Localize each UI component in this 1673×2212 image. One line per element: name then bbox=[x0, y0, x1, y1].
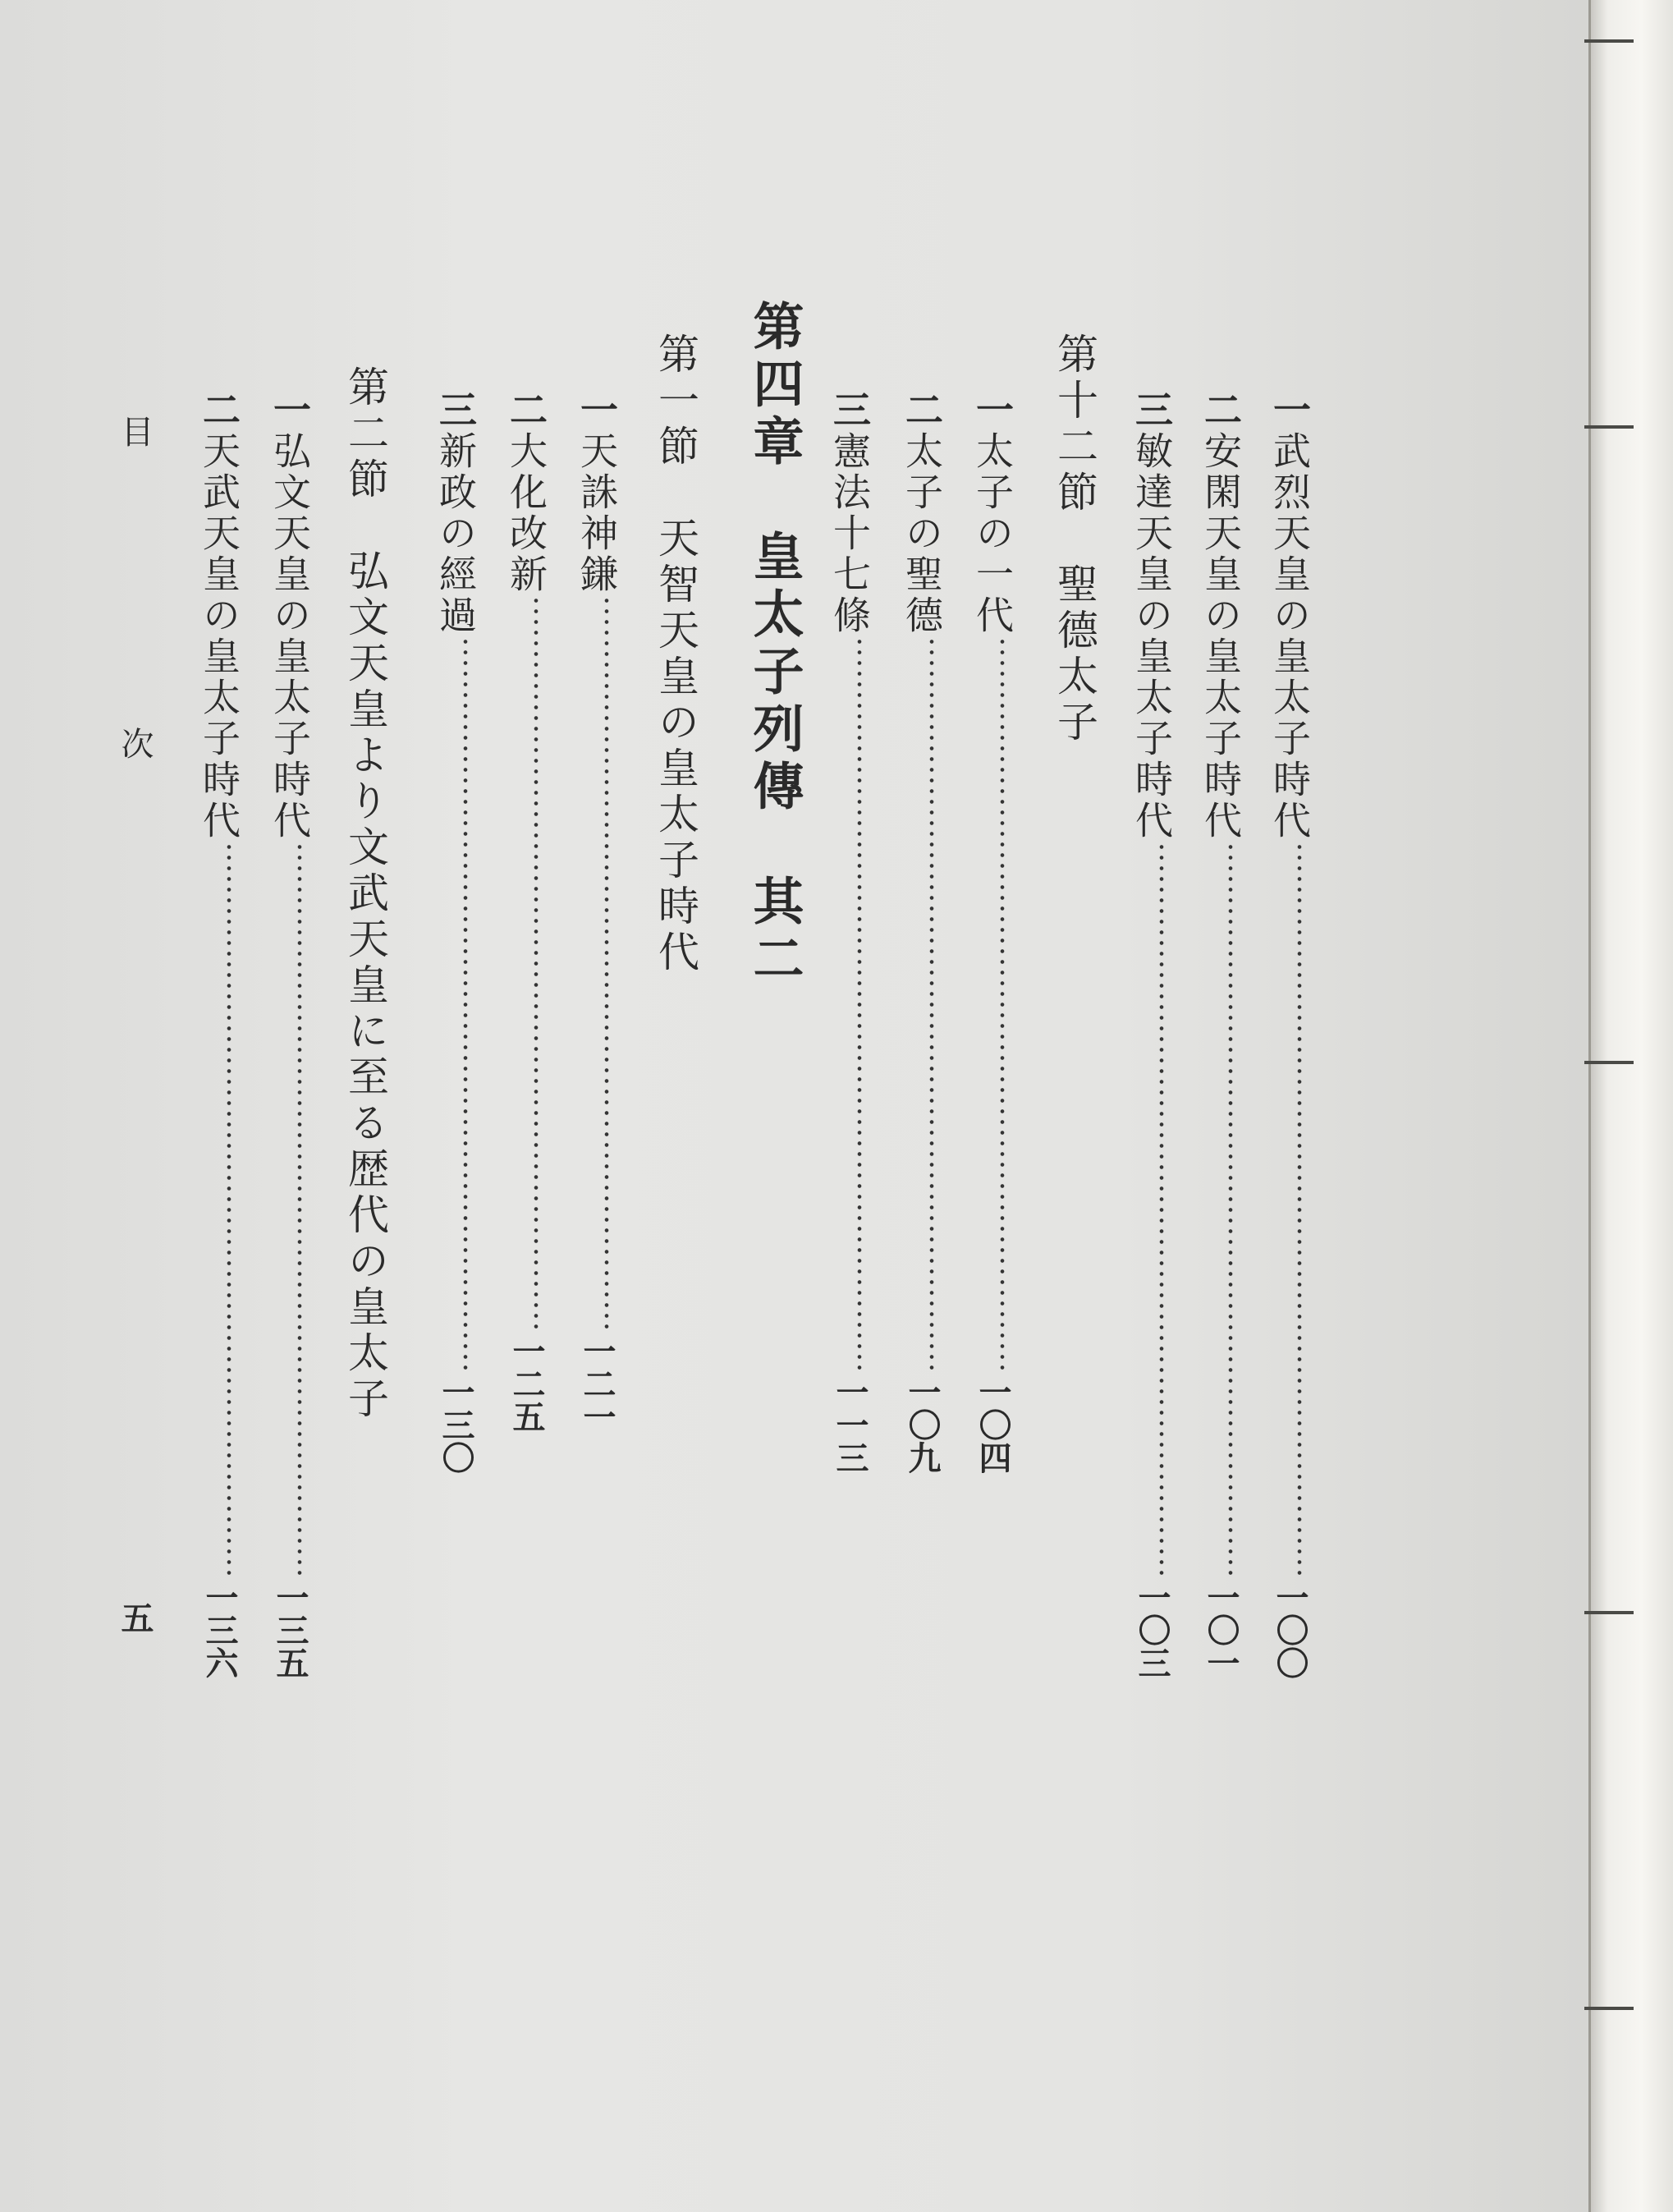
entry-title: 太子の一代 bbox=[970, 431, 1015, 636]
section-heading bbox=[341, 365, 389, 1423]
entry-title: 安閑天皇の皇太子時代 bbox=[1199, 431, 1243, 842]
toc-entry bbox=[268, 390, 312, 1938]
leader-dots bbox=[602, 595, 612, 1334]
toc-entry bbox=[504, 390, 548, 1938]
leader-dots bbox=[855, 636, 864, 1375]
leader-dots bbox=[1295, 842, 1304, 1581]
entry-number: 三 bbox=[827, 390, 872, 431]
leader-dots bbox=[927, 636, 937, 1375]
chapter-heading bbox=[745, 300, 804, 989]
toc-entry bbox=[1130, 390, 1174, 1938]
entry-title: 武烈天皇の皇太子時代 bbox=[1267, 431, 1312, 842]
entry-number: 一 bbox=[268, 390, 312, 431]
entry-page: 一〇〇 bbox=[1271, 1581, 1309, 1679]
entry-page: 一一三 bbox=[831, 1375, 869, 1474]
leader-dots bbox=[531, 595, 541, 1334]
binding-stitch bbox=[1584, 1611, 1634, 1614]
leader-dots bbox=[1157, 842, 1167, 1581]
toc-entry bbox=[900, 390, 944, 1938]
leader-dots bbox=[224, 842, 234, 1581]
section-title: 弘文天皇より文武天皇に至る歴代の皇太子 bbox=[341, 549, 389, 1423]
entry-number: 三 bbox=[433, 390, 478, 431]
entry-page: 一〇三 bbox=[1133, 1581, 1171, 1679]
leader-dots bbox=[295, 842, 305, 1581]
leader-dots bbox=[1226, 842, 1235, 1581]
entry-title: 新政の經過 bbox=[433, 431, 478, 636]
entry-page: 一三〇 bbox=[437, 1375, 475, 1474]
toc-entry bbox=[1199, 390, 1243, 1938]
section-title: 聖德太子 bbox=[1051, 562, 1098, 746]
section-number: 第一節 bbox=[652, 333, 699, 470]
binding-stitch bbox=[1584, 39, 1634, 43]
entry-page: 一二五 bbox=[507, 1334, 546, 1433]
section-number: 第二節 bbox=[341, 365, 389, 503]
leader-dots bbox=[997, 636, 1007, 1375]
toc-entry bbox=[433, 390, 478, 1938]
entry-title: 太子の聖德 bbox=[900, 431, 944, 636]
entry-number: 二 bbox=[504, 390, 548, 431]
entry-number: 一 bbox=[575, 390, 619, 431]
entry-page: 一三六 bbox=[200, 1581, 239, 1679]
section-heading bbox=[652, 333, 699, 976]
toc-entry bbox=[197, 390, 241, 1938]
entry-title: 大化改新 bbox=[504, 431, 548, 595]
page-binding bbox=[1588, 0, 1673, 2212]
entry-page: 一三五 bbox=[271, 1581, 309, 1679]
entry-number: 二 bbox=[1199, 390, 1243, 431]
entry-title: 弘文天皇の皇太子時代 bbox=[268, 431, 312, 842]
toc-entry bbox=[1267, 390, 1312, 1938]
binding-stitch bbox=[1584, 425, 1634, 429]
entry-title: 憲法十七條 bbox=[827, 431, 872, 636]
entry-number: 三 bbox=[1130, 390, 1174, 431]
section-title: 天智天皇の皇太子時代 bbox=[652, 516, 699, 976]
leader-dots bbox=[461, 636, 470, 1375]
binding-stitch bbox=[1584, 2007, 1634, 2010]
page-number: 五 bbox=[116, 1601, 154, 1634]
entry-number: 二 bbox=[197, 390, 241, 431]
toc-entry bbox=[575, 390, 619, 1938]
chapter-title: 皇太子列傳 其二 bbox=[745, 530, 804, 989]
entry-page: 一〇九 bbox=[903, 1375, 942, 1474]
entry-page: 一〇四 bbox=[974, 1375, 1012, 1474]
entry-number: 一 bbox=[970, 390, 1015, 431]
section-number: 第十二節 bbox=[1051, 333, 1098, 516]
entry-title: 敏達天皇の皇太子時代 bbox=[1130, 431, 1174, 842]
entry-number: 一 bbox=[1267, 390, 1312, 431]
running-header: 目 次 bbox=[116, 415, 154, 883]
toc-entry bbox=[970, 390, 1015, 1938]
chapter-number: 第四章 bbox=[745, 300, 804, 472]
entry-page: 一二一 bbox=[578, 1334, 616, 1433]
toc-entry bbox=[827, 390, 872, 1938]
section-heading bbox=[1051, 333, 1098, 746]
entry-title: 天誅神鎌 bbox=[575, 431, 619, 595]
binding-stitch bbox=[1584, 1061, 1634, 1064]
entry-number: 二 bbox=[900, 390, 944, 431]
entry-title: 天武天皇の皇太子時代 bbox=[197, 431, 241, 842]
entry-page: 一〇一 bbox=[1202, 1581, 1240, 1679]
